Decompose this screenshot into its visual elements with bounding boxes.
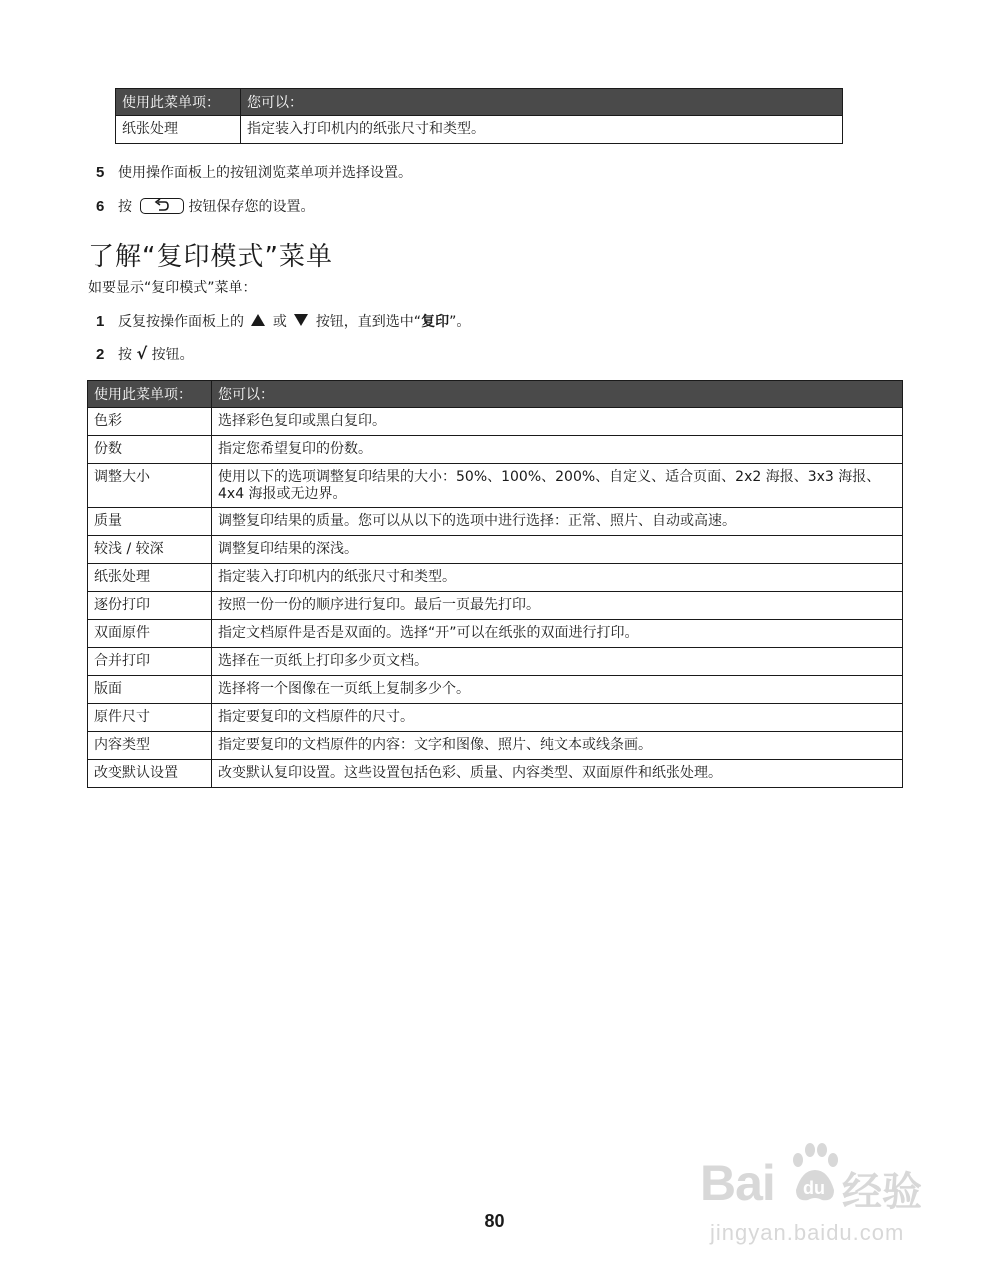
menu-item-cell: 内容类型 <box>88 732 212 760</box>
header-you-can: 您可以： <box>212 381 903 408</box>
table-row <box>88 760 903 788</box>
table-row <box>88 464 903 508</box>
menu-item-cell: 原件尺寸 <box>88 704 212 732</box>
table-row <box>88 648 903 676</box>
step-number: 2 <box>96 346 105 363</box>
step-1 <box>96 311 470 331</box>
table-header-row <box>88 381 903 408</box>
page-number: 80 <box>484 1211 505 1231</box>
table-row <box>116 116 843 144</box>
menu-desc-cell: 按照一份一份的顺序进行复印。最后一页最先打印。 <box>212 592 903 620</box>
down-arrow-icon <box>293 313 309 331</box>
menu-desc-cell: 指定要复印的文档原件的尺寸。 <box>212 704 903 732</box>
menu-desc-cell: 调整复印结果的深浅。 <box>212 536 903 564</box>
watermark-url: jingyan.baidu.com <box>710 1220 905 1245</box>
table-header-row <box>116 89 843 116</box>
menu-item-cell: 纸张处理 <box>116 116 241 144</box>
watermark-brand-cn: 经验 <box>842 1169 922 1215</box>
menu-item-cell: 色彩 <box>88 408 212 436</box>
menu-item-cell: 份数 <box>88 436 212 464</box>
step-text: 使用操作面板上的按钮浏览菜单项并选择设置。 <box>118 165 412 181</box>
table-row <box>88 436 903 464</box>
menu-item-cell: 纸张处理 <box>88 564 212 592</box>
table-row <box>88 620 903 648</box>
menu-desc-cell: 选择彩色复印或黑白复印。 <box>212 408 903 436</box>
copy-mode-menu-table <box>87 380 903 788</box>
menu-desc-cell: 使用以下的选项调整复印结果的大小：50%、100%、200%、自定义、适合页面、2x2 海报、3x3 海报、4x4 海报或无边界。 <box>212 464 903 508</box>
step-2 <box>96 344 194 364</box>
menu-desc-cell: 指定装入打印机内的纸张尺寸和类型。 <box>241 116 843 144</box>
back-button-icon <box>140 198 184 214</box>
table-row <box>88 408 903 436</box>
step-text: 或 <box>272 314 287 330</box>
paw-icon <box>788 1140 840 1211</box>
table-row <box>88 704 903 732</box>
menu-desc-cell: 指定装入打印机内的纸张尺寸和类型。 <box>212 564 903 592</box>
step-text-pre: 按 <box>118 199 132 215</box>
menu-item-cell: 版面 <box>88 676 212 704</box>
menu-item-cell: 较浅 / 较深 <box>88 536 212 564</box>
header-menu-item: 使用此菜单项： <box>88 381 212 408</box>
step-text-post: 按钮保存您的设置。 <box>188 199 315 215</box>
menu-item-cell: 质量 <box>88 508 212 536</box>
table-row <box>88 592 903 620</box>
step-text: 按钮。 <box>151 347 194 363</box>
menu-desc-cell: 指定要复印的文档原件的内容：文字和图像、照片、纯文本或线条画。 <box>212 732 903 760</box>
watermark <box>700 1140 950 1255</box>
menu-desc-cell: 指定您希望复印的份数。 <box>212 436 903 464</box>
menu-item-cell: 双面原件 <box>88 620 212 648</box>
menu-desc-cell: 调整复印结果的质量。您可以从以下的选项中进行选择：正常、照片、自动或高速。 <box>212 508 903 536</box>
table-row <box>88 676 903 704</box>
menu-item-cell: 调整大小 <box>88 464 212 508</box>
step-5 <box>96 162 412 182</box>
top-menu-table <box>115 88 843 144</box>
menu-item-cell: 合并打印 <box>88 648 212 676</box>
step-number: 1 <box>96 313 105 330</box>
step-number: 6 <box>96 198 105 215</box>
table-row <box>88 536 903 564</box>
step-text-bold: 复印 <box>421 314 450 330</box>
step-6 <box>96 196 314 216</box>
menu-item-cell: 逐份打印 <box>88 592 212 620</box>
step-text: 按 <box>118 347 132 363</box>
step-number: 5 <box>96 164 105 181</box>
step-text: ”。 <box>449 314 471 330</box>
menu-desc-cell: 选择将一个图像在一页纸上复制多少个。 <box>212 676 903 704</box>
section-intro: 如要显示“复印模式”菜单： <box>88 280 257 296</box>
step-text: 反复按操作面板上的 <box>118 314 244 330</box>
table-row <box>88 508 903 536</box>
section-title: 了解“复印模式”菜单 <box>88 242 333 272</box>
menu-desc-cell: 指定文档原件是否是双面的。选择“开”可以在纸张的双面进行打印。 <box>212 620 903 648</box>
step-text: 按钮，直到选中“ <box>315 314 422 330</box>
table-row <box>88 564 903 592</box>
header-menu-item: 使用此菜单项： <box>116 89 241 116</box>
menu-desc-cell: 改变默认复印设置。这些设置包括色彩、质量、内容类型、双面原件和纸张处理。 <box>212 760 903 788</box>
up-arrow-icon <box>250 313 266 331</box>
header-you-can: 您可以： <box>241 89 843 116</box>
svg-text:du: du <box>803 1178 825 1198</box>
menu-desc-cell: 选择在一页纸上打印多少页文档。 <box>212 648 903 676</box>
menu-item-cell: 改变默认设置 <box>88 760 212 788</box>
watermark-brand: Bai <box>700 1155 775 1211</box>
checkmark-icon: √ <box>136 344 148 363</box>
table-row <box>88 732 903 760</box>
